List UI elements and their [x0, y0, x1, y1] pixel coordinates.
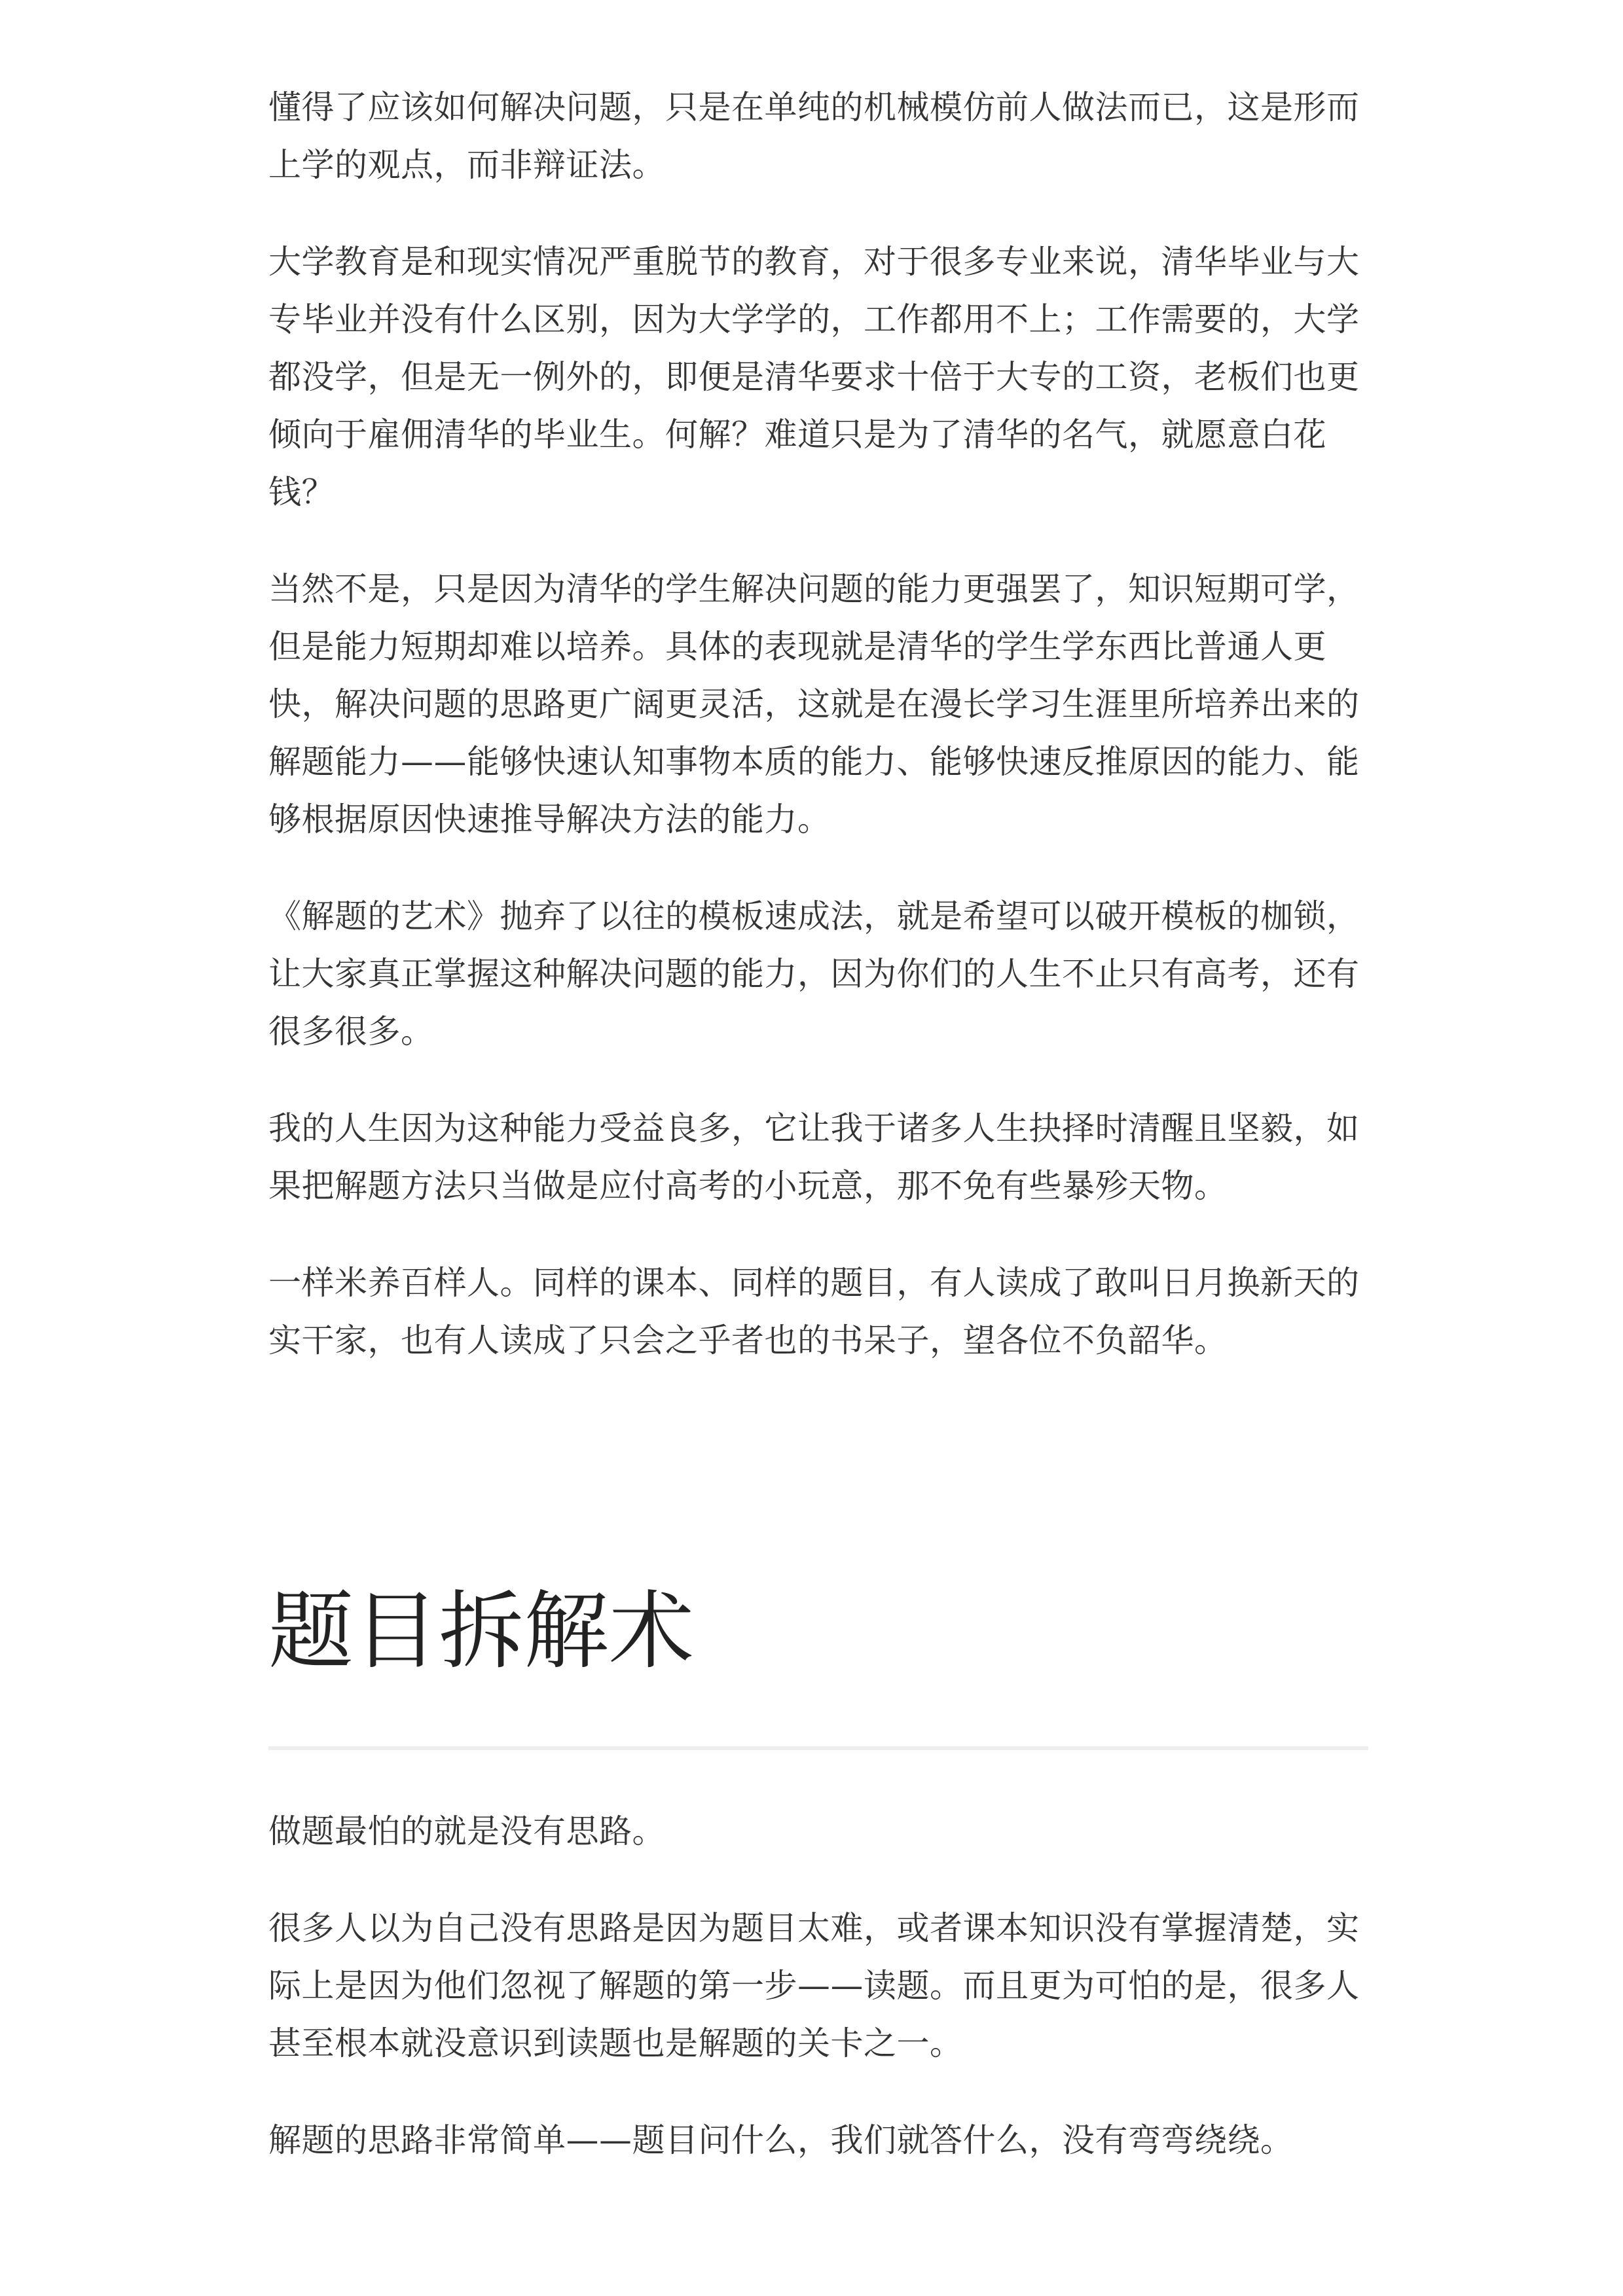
intro-paragraph-1: 懂得了应该如何解决问题，只是在单纯的机械模仿前人做法而已，这是形而上学的观点，而非辩证法。	[268, 88, 1360, 184]
intro-paragraph-5: 我的人生因为这种能力受益良多，它让我于诸多人生抉择时清醒且坚毅，如果把解题方法只当做是应付高考的小玩意，那不免有些暴殄天物。	[268, 1109, 1360, 1205]
main-paragraph-1: 做题最怕的就是没有思路。	[268, 1812, 665, 1850]
document-page	[268, 79, 1368, 2169]
main-paragraph-3: 解题的思路非常简单——题目问什么，我们就答什么，没有弯弯绕绕。	[268, 2121, 1294, 2159]
intro-paragraph-4: 《解题的艺术》抛弃了以往的模板速成法，就是希望可以破开模板的枷锁，让大家真正掌握这种解决问题的能力，因为你们的人生不止只有高考，还有很多很多。	[268, 897, 1360, 1050]
section-heading: 题目拆解术	[268, 1581, 695, 1681]
intro-paragraph-3: 当然不是，只是因为清华的学生解决问题的能力更强罢了，知识短期可学，但是能力短期却难以培养。具体的表现就是清华的学生学东西比普通人更快，解决问题的思路更广阔更灵活，这就是在漫长学习生涯里所培养出来的解题能力——能够快速认知事物本质的能力、能够快速反推原因的能力、能够根据原因快速推导解决方法的能力。	[268, 570, 1360, 838]
heading-divider	[268, 1746, 1368, 1750]
main-paragraph-2: 很多人以为自己没有思路是因为题目太难，或者课本知识没有掌握清楚，实际上是因为他们忽视了解题的第一步——读题。而且更为可怕的是，很多人甚至根本就没意识到读题也是解题的关卡之一。	[268, 1909, 1360, 2062]
intro-paragraph-2: 大学教育是和现实情况严重脱节的教育，对于很多专业来说，清华毕业与大专毕业并没有什么区别，因为大学学的，工作都用不上；工作需要的，大学都没学，但是无一例外的，即便是清华要求十倍于大专的工资，老板们也更倾向于雇佣清华的毕业生。何解？难道只是为了清华的名气，就愿意白花钱？	[268, 243, 1360, 511]
intro-paragraph-6: 一样米养百样人。同样的课本、同样的题目，有人读成了敢叫日月换新天的实干家，也有人读成了只会之乎者也的书呆子，望各位不负韶华。	[268, 1264, 1360, 1359]
